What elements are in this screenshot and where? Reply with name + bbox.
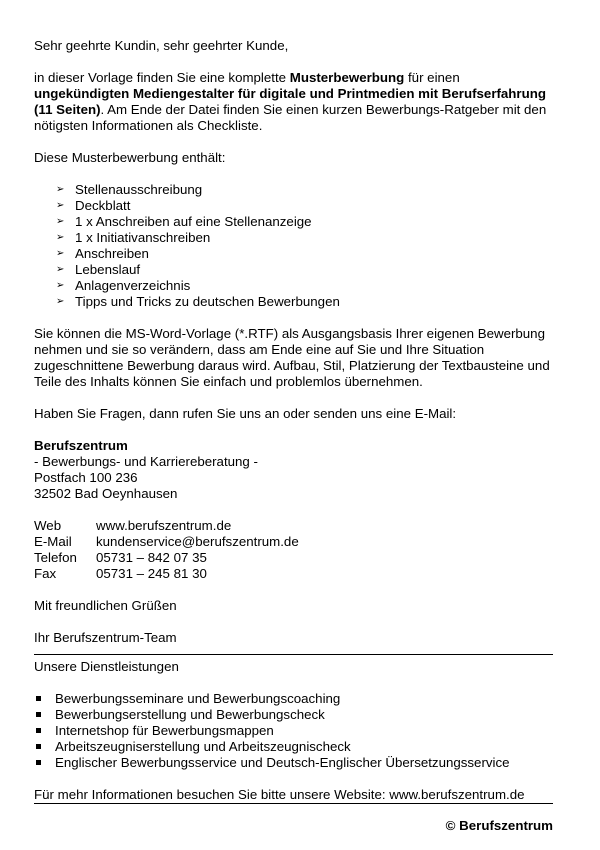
square-bullet-icon xyxy=(36,760,41,765)
list-item: ➢ Anlagenverzeichnis xyxy=(56,278,191,293)
arrow-bullet-icon: ➢ xyxy=(56,216,65,227)
email-link[interactable]: kundenservice@berufszentrum.de xyxy=(96,534,299,549)
services-list xyxy=(34,691,554,771)
list-item: ➢ Stellenausschreibung xyxy=(56,182,203,197)
greeting: Sehr geehrte Kundin, sehr geehrter Kunde, xyxy=(34,38,289,53)
contact-block xyxy=(34,518,554,582)
arrow-bullet-icon: ➢ xyxy=(56,184,65,195)
list-item: Bewerbungsseminare und Bewerbungscoaching xyxy=(34,691,554,707)
arrow-bullet-icon: ➢ xyxy=(56,200,65,211)
company-city: 32502 Bad Oeynhausen xyxy=(34,486,178,501)
intro-paragraph: in dieser Vorlage finden Sie eine komplette Musterbewerbung für einen ungekündigten Mediengestalter für digitale und Printmedien mit Berufserfahrung (11 Seiten). Am Ende der Datei finden Sie einen kurzen Bewerbungs-Ratgeber mit den nötigsten Informationen als Checkliste. xyxy=(34,70,547,133)
contents-heading: Diese Musterbewerbung enthält: xyxy=(34,150,226,165)
company-tagline: - Bewerbungs- und Karriereberatung - xyxy=(34,454,258,469)
list-item: ➢ 1 x Initiativanschreiben xyxy=(56,230,211,245)
list-item: ➢ Tipps und Tricks zu deutschen Bewerbungen xyxy=(56,294,340,309)
arrow-bullet-icon: ➢ xyxy=(56,264,65,275)
square-bullet-icon xyxy=(36,744,41,749)
list-item: ➢ Deckblatt xyxy=(56,198,131,213)
list-item: Arbeitszeugniserstellung und Arbeitszeugnischeck xyxy=(34,739,554,755)
list-item: ➢ 1 x Anschreiben auf eine Stellenanzeige xyxy=(56,214,312,229)
services-heading: Unsere Dienstleistungen xyxy=(34,659,179,674)
arrow-bullet-icon: ➢ xyxy=(56,296,65,307)
company-postbox: Postfach 100 236 xyxy=(34,470,138,485)
contact-row-email: E-Mail kundenservice@berufszentrum.de xyxy=(34,534,299,549)
signature: Ihr Berufszentrum-Team xyxy=(34,630,177,645)
questions-line: Haben Sie Fragen, dann rufen Sie uns an oder senden uns eine E-Mail: xyxy=(34,406,457,421)
list-item: ➢ Anschreiben xyxy=(56,246,149,261)
company-name: Berufszentrum xyxy=(34,438,128,453)
list-item: Internetshop für Bewerbungsmappen xyxy=(34,723,554,739)
contact-row-fax: Fax 05731 – 245 81 30 xyxy=(34,566,207,581)
fax-number: 05731 – 245 81 30 xyxy=(96,566,207,581)
arrow-bullet-icon: ➢ xyxy=(56,280,65,291)
arrow-bullet-icon: ➢ xyxy=(56,232,65,243)
list-item: Bewerbungserstellung und Bewerbungscheck xyxy=(34,707,554,723)
square-bullet-icon xyxy=(36,728,41,733)
closing: Mit freundlichen Grüßen xyxy=(34,598,177,613)
contact-row-web: Web www.berufszentrum.de xyxy=(34,518,232,533)
arrow-bullet-icon: ➢ xyxy=(56,248,65,259)
website-link[interactable]: www.berufszentrum.de xyxy=(96,518,232,533)
list-item: Englischer Bewerbungsservice und Deutsch-Englischer Übersetzungsservice xyxy=(34,755,554,771)
square-bullet-icon xyxy=(36,696,41,701)
usage-paragraph: Sie können die MS-Word-Vorlage (*.RTF) als Ausgangsbasis Ihrer eigenen Bewerbung nehmen und sie so verändern, dass am Ende eine auf Sie und Ihre Situation zugeschnittene Bewerbung daraus wird. Aufbau, Stil, Platzierung der Textbausteine und Teile des Inhalts können Sie einfach und problemlos übernehmen. xyxy=(34,326,550,389)
phone-number: 05731 – 842 07 35 xyxy=(96,550,207,565)
contact-row-phone: Telefon 05731 – 842 07 35 xyxy=(34,550,207,565)
more-info-line: Für mehr Informationen besuchen Sie bitte unsere Website: www.berufszentrum.de xyxy=(34,787,525,802)
document-page xyxy=(34,38,554,834)
list-item: ➢ Lebenslauf xyxy=(56,262,141,277)
contents-list xyxy=(34,182,554,310)
square-bullet-icon xyxy=(36,712,41,717)
copyright: © Berufszentrum xyxy=(445,818,553,833)
